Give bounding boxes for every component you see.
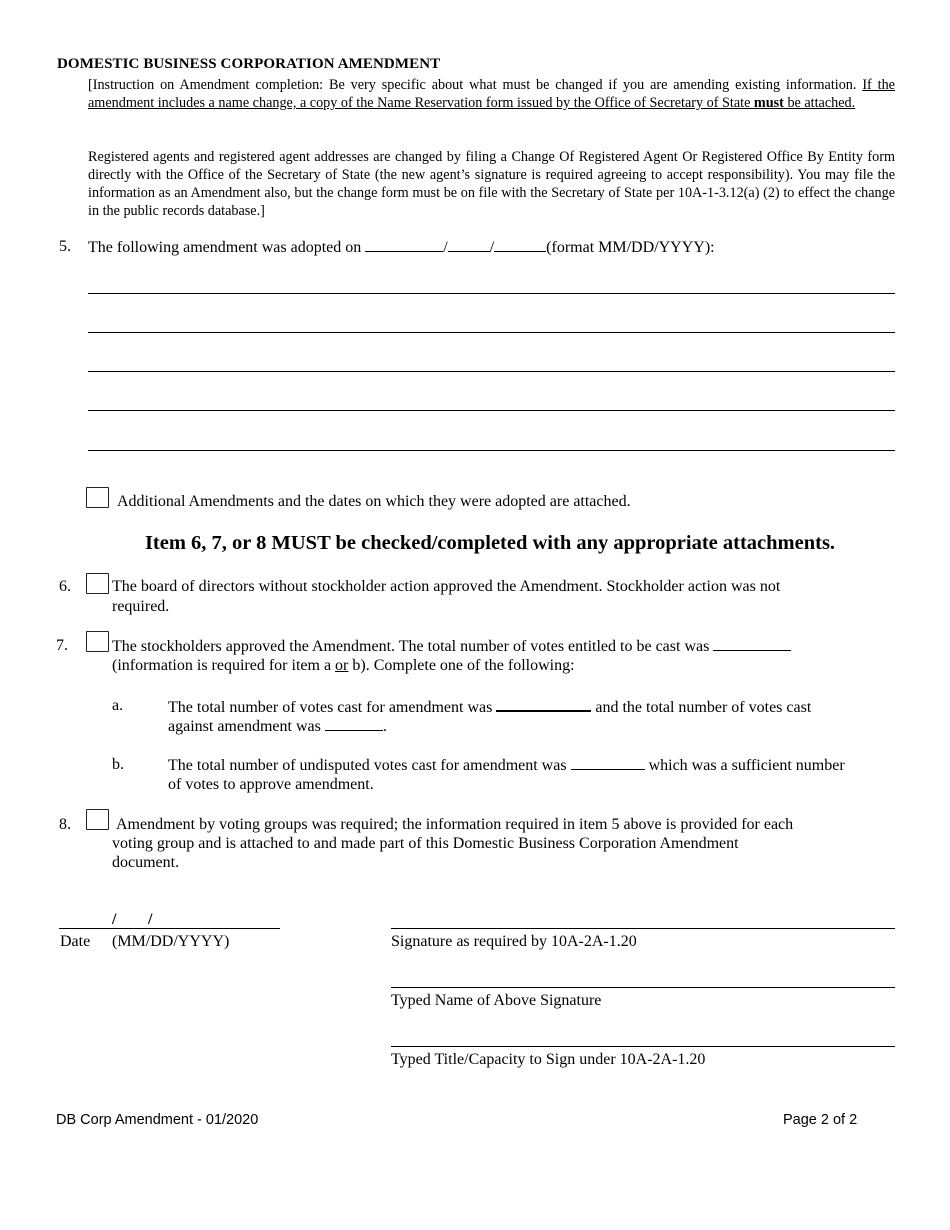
date-field[interactable] (59, 928, 280, 929)
item7a-text-end: and the total number of votes cast (591, 699, 812, 716)
amendment-line-2[interactable] (88, 332, 895, 333)
item7b-text: The total number of undisputed votes cast for amendment was (168, 757, 571, 774)
item7-or: or (335, 657, 349, 674)
item8-line3: document. (112, 854, 180, 871)
registered-agent-note: Registered agents and registered agent addresses are changed by filing a Change Of Registered Agent Or Registered Office By Entity form directly with the Office of the Secretary of State (the new agent’s signature is required agreeing to accept responsibility). You may file the information as an Amendment also, but the change form must be on file with the Secretary of State per 10A-1-3.12(a) (2) to effect the change in the public records database.] (88, 149, 895, 219)
typed-title-field[interactable] (391, 1046, 895, 1047)
item8-number: 8. (59, 816, 71, 833)
item8-line1: Amendment by voting groups was required; the information required in item 5 above is provided for each (116, 816, 794, 833)
item7a-line1 (168, 696, 811, 718)
item7-line2-end: b). Complete one of the following: (348, 657, 575, 674)
footer-page-number: Page 2 of 2 (783, 1112, 858, 1128)
item5-number: 5. (59, 238, 71, 255)
additional-amendments-label: Additional Amendments and the dates on which they were adopted are attached. (117, 493, 631, 510)
item8-checkbox[interactable] (86, 809, 109, 830)
typed-title-label: Typed Title/Capacity to Sign under 10A-2A-1.20 (391, 1051, 706, 1068)
amendment-line-1[interactable] (88, 293, 895, 294)
typed-name-field[interactable] (391, 987, 895, 988)
signature-label: Signature as required by 10A-2A-1.20 (391, 933, 637, 950)
item7-number: 7. (56, 637, 68, 654)
item7b-line1 (168, 755, 845, 776)
item6-line2: required. (112, 598, 170, 615)
form-title: DOMESTIC BUSINESS CORPORATION AMENDMENT (57, 56, 441, 72)
item8-line2: voting group and is attached to and made part of this Domestic Business Corporation Amendment (112, 835, 739, 852)
instruction-underlined-text: If the amendment includes a name change, a copy of the Name Reservation form issued by the Office of Secretary of State (88, 77, 895, 111)
item7b-letter: b. (112, 756, 124, 773)
amendment-line-3[interactable] (88, 371, 895, 372)
date-label: Date (60, 933, 91, 950)
item5-sep2: / (489, 239, 495, 256)
adoption-month-field[interactable] (365, 237, 443, 252)
item7b-line2: of votes to approve amendment. (168, 776, 374, 793)
instruction-paragraph (88, 76, 895, 112)
instruction-must: must (753, 95, 784, 111)
item7-text: The stockholders approved the Amendment. The total number of votes entitled to be cast was (112, 638, 714, 655)
item7b-text-end: which was a sufficient number (644, 757, 845, 774)
item7-line1 (112, 636, 791, 657)
date-slash-2: / (148, 911, 153, 928)
item5-text: The following amendment was adopted on (88, 239, 366, 256)
footer-form-id: DB Corp Amendment - 01/2020 (56, 1112, 259, 1128)
votes-against-field[interactable] (325, 716, 383, 731)
item7a-letter: a. (112, 697, 124, 714)
amendment-line-5[interactable] (88, 450, 895, 451)
undisputed-votes-field[interactable] (571, 755, 645, 770)
item7-checkbox[interactable] (86, 631, 109, 652)
item7a-line2 (168, 716, 387, 737)
item5-line (88, 237, 715, 258)
signature-field[interactable] (391, 928, 895, 929)
instruction-text: [Instruction on Amendment completion: Be very specific about what must be changed if you are amending existing information. (88, 77, 863, 93)
item6-checkbox[interactable] (86, 573, 109, 594)
item6-line1: The board of directors without stockholder action approved the Amendment. Stockholder action was not (112, 578, 781, 595)
item7a-text: The total number of votes cast for amendment was (168, 699, 497, 716)
typed-name-label: Typed Name of Above Signature (391, 992, 602, 1009)
date-slash-1: / (112, 911, 117, 928)
item7a-period: . (382, 718, 387, 735)
amendment-line-4[interactable] (88, 410, 895, 411)
item5-format-note: (format MM/DD/YYYY): (546, 239, 715, 256)
adoption-year-field[interactable] (494, 237, 546, 252)
date-format-label: (MM/DD/YYYY) (112, 933, 230, 950)
item6-number: 6. (59, 578, 71, 595)
item7a-line2-text: against amendment was (168, 718, 325, 735)
votes-entitled-field[interactable] (713, 636, 791, 651)
item7-line2 (112, 656, 575, 676)
item5-sep1: / (443, 239, 448, 256)
votes-for-field[interactable] (496, 696, 591, 712)
instruction-underlined-end: be attached. (783, 95, 856, 111)
additional-amendments-checkbox[interactable] (86, 487, 109, 508)
item7-line2-text: (information is required for item a (112, 657, 336, 674)
adoption-day-field[interactable] (448, 237, 490, 252)
must-heading: Item 6, 7, or 8 MUST be checked/completed with any appropriate attachments. (144, 532, 836, 554)
